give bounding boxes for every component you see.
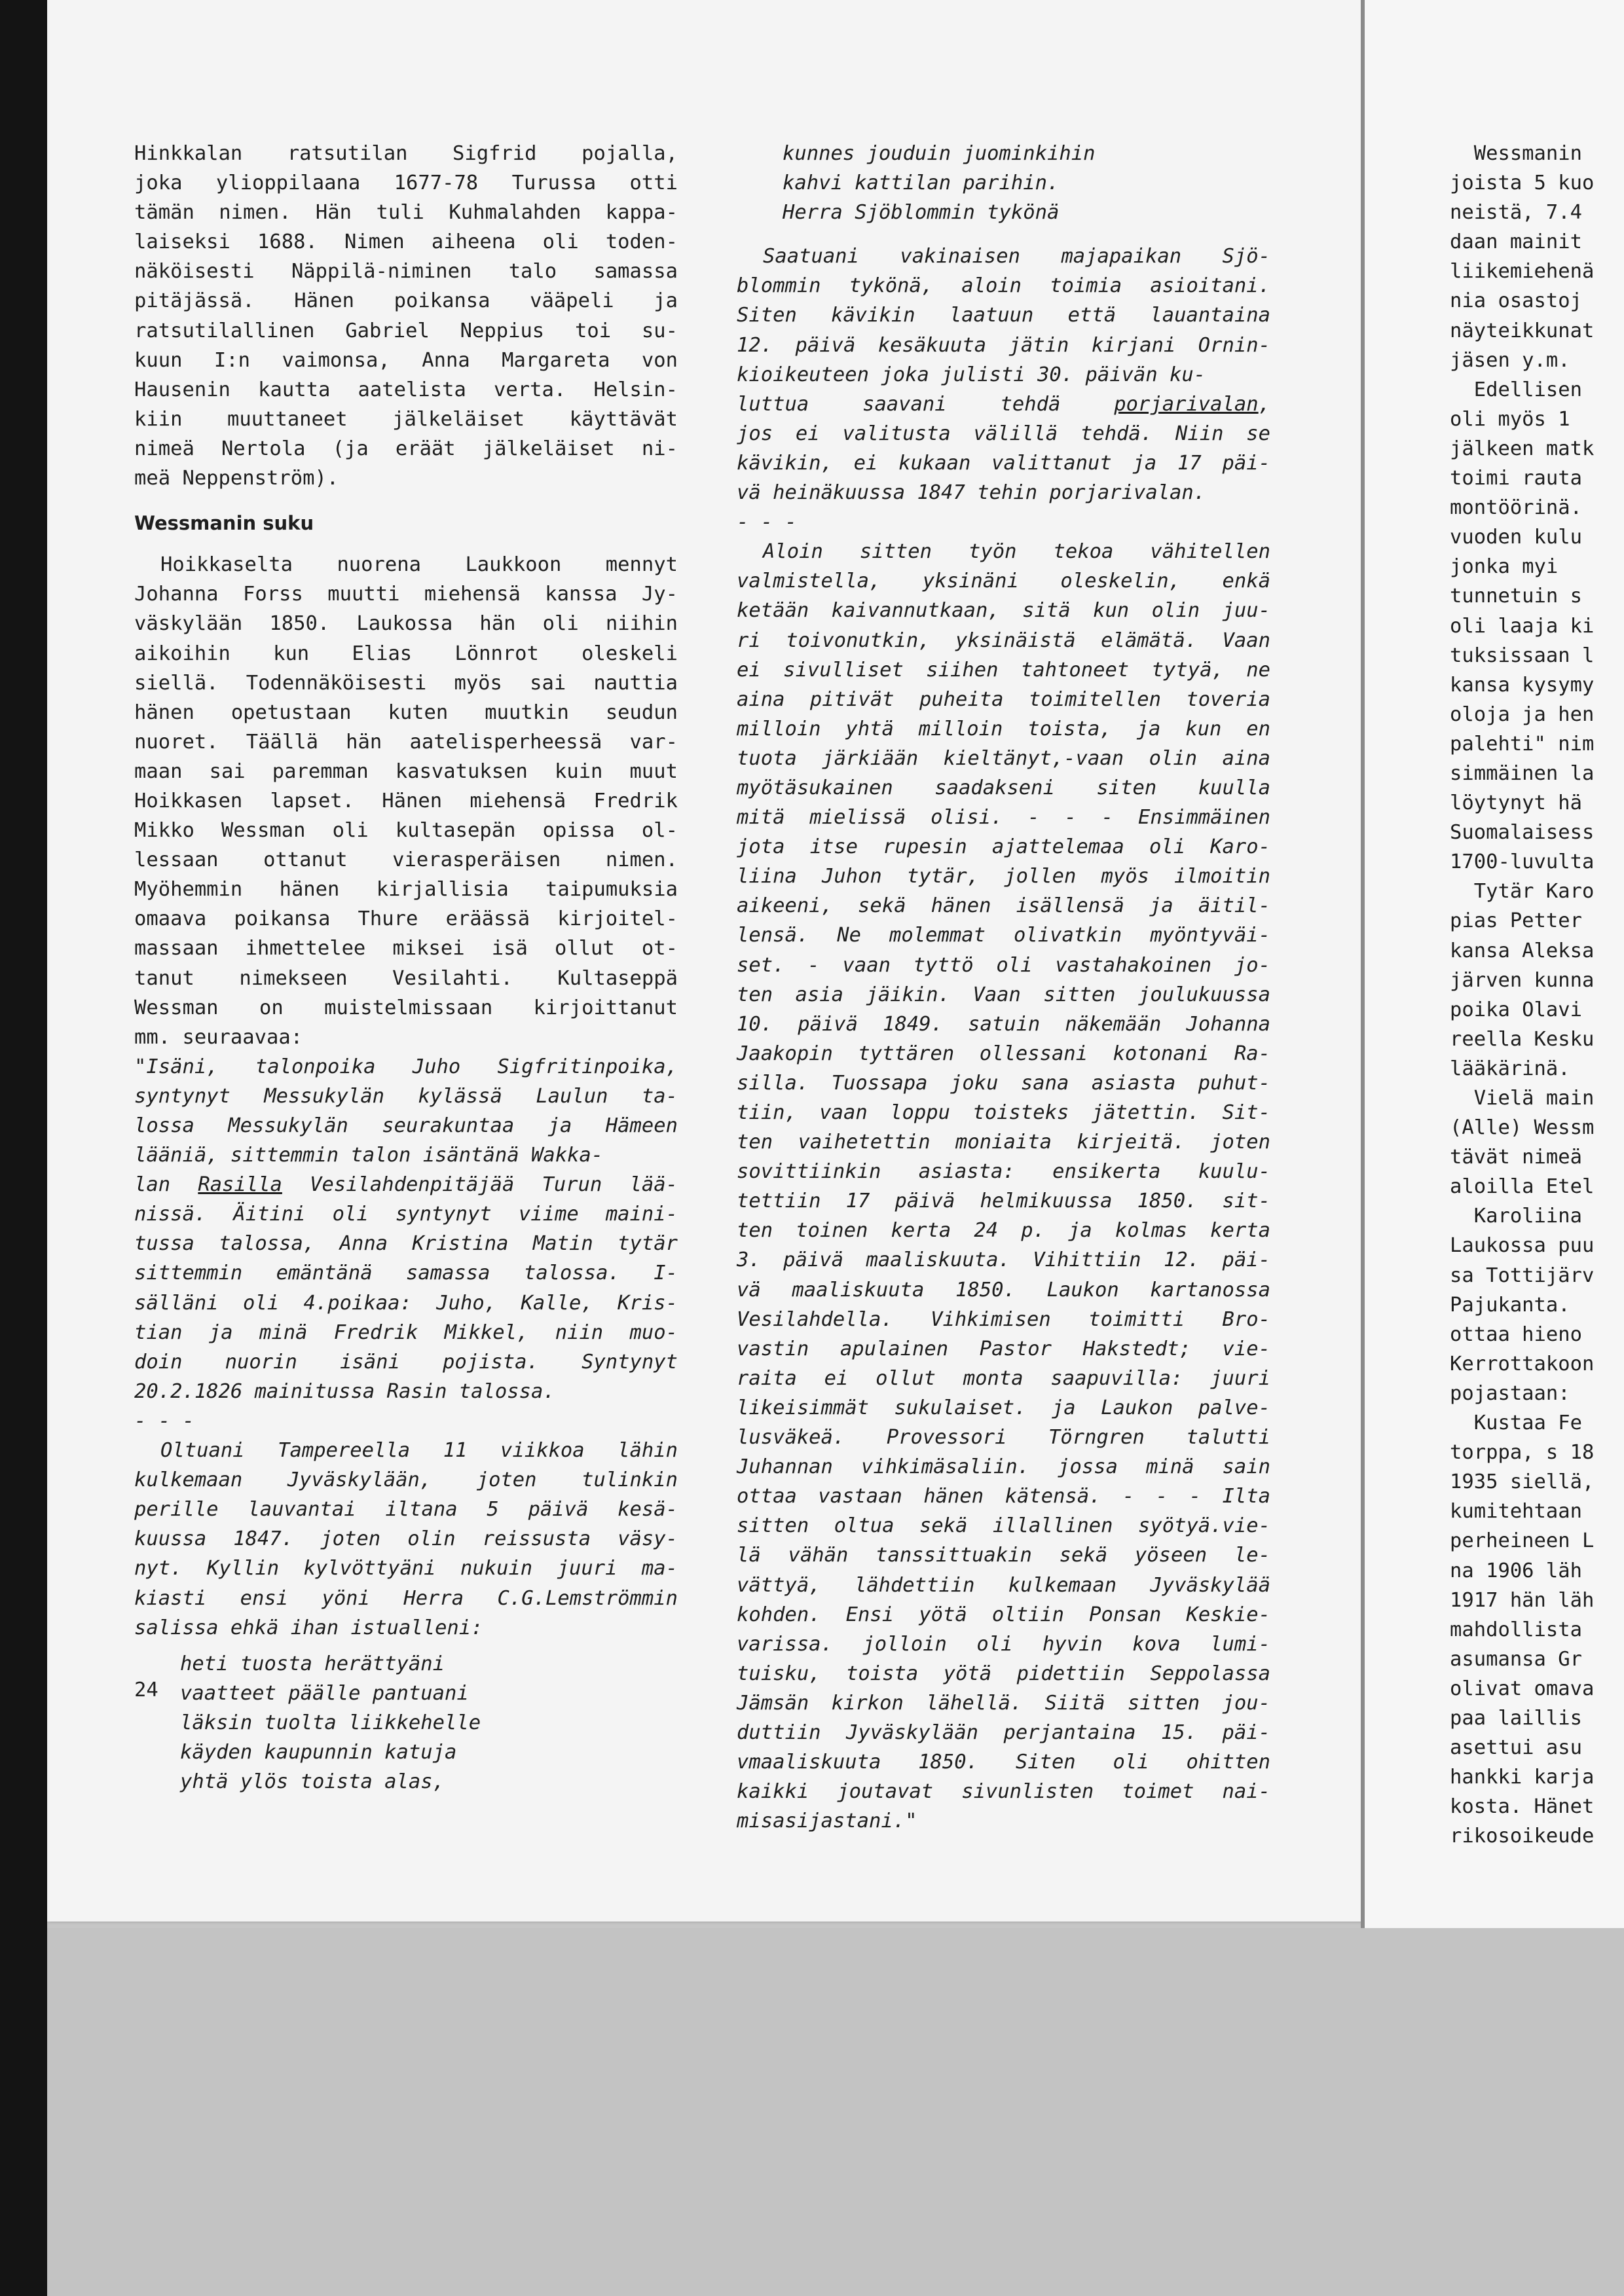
- para-line: 12. päivä kesäkuuta jätin kirjani Ornin-: [737, 333, 1270, 357]
- right-page-line: torppa, s 18: [1450, 1441, 1595, 1465]
- right-page-line: Kustaa Fe: [1450, 1412, 1582, 1435]
- verse-line: vaatteet päälle pantuani: [180, 1681, 469, 1705]
- para-line: tettiin 17 päivä helmikuussa 1850. sit-: [737, 1190, 1270, 1213]
- right-page-line: oloja ja hen: [1450, 702, 1595, 726]
- para-line: tuisku, toista yötä pidettiin Seppolassa: [737, 1662, 1270, 1685]
- verse-line: Herra Sjöblommin tykönä: [783, 201, 1060, 225]
- para-line: raita ei ollut monta saapuvilla: juuri: [737, 1366, 1270, 1390]
- travel-line: kulkemaan Jyväskylään, joten tulinkin: [134, 1468, 678, 1492]
- para-line: set. - vaan tyttö oli vastahakoinen jo-: [737, 953, 1270, 977]
- right-page-line: olivat omava: [1450, 1677, 1595, 1700]
- right-page-line: oli laaja ki: [1450, 614, 1595, 638]
- right-page-line: kosta. Hänet: [1450, 1795, 1595, 1819]
- intro-line: pitäjässä. Hänen poikansa vääpeli ja: [134, 289, 678, 313]
- travel-line: Oltuani Tampereella 11 viikkoa lähin: [160, 1439, 678, 1463]
- para-line: kaikki joutavat sivunlisten toimet nai-: [737, 1780, 1270, 1804]
- right-page-line: oli myös 1: [1450, 407, 1570, 431]
- para-line: 3. päivä maaliskuuta. Vihittiin 12. päi-: [737, 1248, 1270, 1272]
- para-line: [737, 390, 1270, 419]
- right-page-line: kansa Aleksa: [1450, 939, 1595, 962]
- para-line: Jaakopin tyttären ollessani kotonani Ra-: [737, 1042, 1270, 1065]
- para-line: lä vähän tanssittuakin sekä yöseen le-: [737, 1544, 1270, 1567]
- right-page-line: vuoden kulu: [1450, 526, 1582, 549]
- right-page-line: Edellisen: [1450, 378, 1582, 401]
- right-page-line: asettui asu: [1450, 1736, 1582, 1760]
- para-line: valmistella, yksinäni oleskelin, enkä: [737, 570, 1270, 593]
- para-line: mitä mielissä olisi. - - - Ensimmäinen: [737, 806, 1270, 829]
- intro-line: ratsutilallinen Gabriel Neppius toi su-: [134, 319, 678, 342]
- para-line: Jämsän kirkon lähellä. Siitä sitten jou-: [737, 1691, 1270, 1715]
- right-page-line: lääkärinä.: [1450, 1057, 1570, 1080]
- para-line: ri toivonutkin, yksinäistä elämätä. Vaan: [737, 629, 1270, 652]
- body-line: Johanna Forss muutti miehensä kanssa Jy-: [134, 583, 678, 606]
- right-page-line: neistä, 7.4: [1450, 201, 1582, 225]
- underlined-word: porjarivalan: [1114, 392, 1259, 416]
- body-line: Wessman on muistelmissaan kirjoittanut: [134, 996, 678, 1019]
- section-heading: Wessmanin suku: [134, 512, 314, 535]
- para-line: tuota järkiään kieltänyt,-vaan olin aina: [737, 746, 1270, 770]
- verse-line: kunnes jouduin juominkihin: [783, 142, 1096, 165]
- body-line: hänen opetustaan kuten muutkin seudun: [134, 701, 678, 724]
- right-page-line: rikosoikeude: [1450, 1825, 1595, 1848]
- body-line: lessaan ottanut vierasperäisen nimen.: [134, 848, 678, 872]
- intro-line: Hausenin kautta aatelista verta. Helsin-: [134, 378, 678, 401]
- para-line: Juhannan vihkimäsaliin. jossa minä sain: [737, 1455, 1270, 1479]
- intro-line: kiin muuttaneet jälkeläiset käyttävät: [134, 407, 678, 431]
- right-page-line: kansa kysymy: [1450, 673, 1595, 697]
- verse-line: kahvi kattilan parihin.: [783, 172, 1060, 195]
- para-line: ten toinen kerta 24 p. ja kolmas kerta: [737, 1219, 1270, 1243]
- quote-line: "Isäni, talonpoika Juho Sigfritinpoika,: [134, 1055, 678, 1078]
- body-line: omaava poikansa Thure eräässä kirjoitel-: [134, 907, 678, 931]
- body-line: aikoihin kun Elias Lönnrot oleskeli: [134, 642, 678, 665]
- para-line: 10. päivä 1849. satuin näkemään Johanna: [737, 1012, 1270, 1036]
- text-fragment: lan: [134, 1173, 198, 1197]
- body-line: siellä. Todennäköisesti myös sai nauttia: [134, 671, 678, 695]
- para-line: kioikeuteen joka julisti 30. päivän ku-: [737, 363, 1206, 386]
- quote-line: sälläni oli 4.poikaa: Juho, Kalle, Kris-: [134, 1291, 678, 1315]
- para-line: vmaaliskuuta 1850. Siten oli ohitten: [737, 1751, 1270, 1774]
- para-line: lensä. Ne molemmat olivatkin myöntyväi-: [737, 924, 1270, 947]
- text-fragment: luttua saavani tehdä: [737, 392, 1115, 416]
- para-line: kohden. Ensi yötä oltiin Ponsan Keskie-: [737, 1603, 1270, 1626]
- right-page-line: tävät nimeä: [1450, 1146, 1582, 1169]
- ellipsis: - - -: [134, 1409, 194, 1432]
- scan-background: [47, 1928, 1624, 2296]
- quote-line: lossa Messukylän seurakuntaa ja Hämeen: [134, 1114, 678, 1137]
- quote-line: [134, 1170, 678, 1199]
- text-fragment: Vesilahdenpitäjää Turun lää-: [282, 1173, 678, 1197]
- para-line: ei sivulliset siihen tahtoneet tytyä, ne: [737, 658, 1270, 682]
- para-line: ketään kaivannutkaan, sitä kun olin juu-: [737, 599, 1270, 623]
- right-page-line: Tytär Karo: [1450, 880, 1595, 903]
- right-page-line: (Alle) Wessm: [1450, 1116, 1595, 1140]
- body-line: massaan ihmettelee miksei isä ollut ot-: [134, 937, 678, 960]
- right-page-line: montöörinä.: [1450, 496, 1582, 520]
- para-line: vättyä, lähdettiin kulkemaan Jyväskylää: [737, 1573, 1270, 1597]
- right-page-line: simmäinen la: [1450, 761, 1595, 785]
- right-page-line: perheineen L: [1450, 1529, 1595, 1553]
- right-page-line: toimi rauta: [1450, 467, 1582, 490]
- para-line: sitten oltua sekä illallinen syötyä.vie-: [737, 1514, 1270, 1538]
- right-page-line: paa laillis: [1450, 1706, 1582, 1730]
- middle-column: [737, 139, 1270, 1836]
- right-page-line: näyteikkunat: [1450, 319, 1595, 342]
- para-line: Siten kävikin laatuun että lauantaina: [737, 304, 1270, 327]
- travel-line: kuussa 1847. joten olin reissusta väsy-: [134, 1527, 678, 1551]
- right-page-line: na 1906 läh: [1450, 1559, 1582, 1582]
- right-page-line: reella Kesku: [1450, 1027, 1595, 1051]
- body-line: mm. seuraavaa:: [134, 1025, 303, 1049]
- intro-line: nimeä Nertola (ja eräät jälkeläiset ni-: [134, 437, 678, 460]
- right-page-line: Karoliina: [1450, 1205, 1582, 1228]
- verse-line: yhtä ylös toista alas,: [180, 1770, 445, 1794]
- para-line: blommin tykönä, aloin toimia asioitani.: [737, 274, 1270, 298]
- right-page-line: järven kunna: [1450, 968, 1595, 992]
- right-page-line: tuksissaan l: [1450, 644, 1595, 667]
- quote-line: tian ja minä Fredrik Mikkel, niin muo-: [134, 1321, 678, 1344]
- para-line: jota itse rupesin ajattelemaa oli Karo-: [737, 835, 1270, 859]
- right-page-line: jälkeen matk: [1450, 437, 1595, 460]
- para-line: likeisimmät sukulaiset. ja Laukon palve-: [737, 1396, 1270, 1419]
- quote-line: nissä. Äitini oli syntynyt viime maini-: [134, 1203, 678, 1226]
- right-page-line: Kerrottakoon: [1450, 1352, 1595, 1376]
- right-page-line: hankki karja: [1450, 1766, 1595, 1789]
- para-line: misasijastani.": [737, 1810, 917, 1833]
- para-line: ten vaihetettin moniaita kirjeitä. joten: [737, 1131, 1270, 1154]
- intro-line: laiseksi 1688. Nimen aiheena oli toden-: [134, 230, 678, 254]
- travel-line: salissa ehkä ihan istualleni:: [134, 1616, 483, 1639]
- right-page-line: pojastaan:: [1450, 1381, 1570, 1405]
- right-page-text: [1450, 139, 1594, 1851]
- right-page-line: nia osastoj: [1450, 289, 1582, 313]
- scanner-black-edge: [0, 0, 47, 2296]
- body-line: tanut nimekseen Vesilahti. Kultaseppä: [134, 966, 678, 990]
- right-page-line: aloilla Etel: [1450, 1175, 1595, 1199]
- right-page-line: Wessmanin: [1450, 142, 1582, 165]
- para-line: tiin, vaan loppu toisteks jätettin. Sit-: [737, 1101, 1270, 1124]
- quote-line: tussa talossa, Anna Kristina Matin tytär: [134, 1232, 678, 1256]
- body-line: Myöhemmin hänen kirjallisia taipumuksia: [134, 878, 678, 902]
- body-line: väskylään 1850. Laukossa hän oli niihin: [134, 612, 678, 636]
- right-page-line: palehti" nim: [1450, 732, 1595, 756]
- right-page-line: jonka myi: [1450, 555, 1559, 579]
- right-page-line: sa Tottijärv: [1450, 1264, 1595, 1287]
- intro-line: kuun I:n vaimonsa, Anna Margareta von: [134, 348, 678, 372]
- para-line: lusväkeä. Provessori Törngren talutti: [737, 1426, 1270, 1449]
- spacer: [737, 227, 1270, 242]
- intro-line: tämän nimen. Hän tuli Kuhmalahden kappa-: [134, 201, 678, 225]
- right-page-line: kumitehtaan: [1450, 1500, 1582, 1523]
- intro-line: joka ylioppilaana 1677-78 Turussa otti: [134, 172, 678, 195]
- underlined-word: Rasilla: [198, 1173, 282, 1197]
- quote-line: lääniä, sittemmin talon isäntänä Wakka-: [134, 1144, 604, 1167]
- para-line: liina Juhon tytär, jollen myös ilmoitin: [737, 865, 1270, 888]
- para-line: vastin apulainen Pastor Hakstedt; vie-: [737, 1337, 1270, 1360]
- text-fragment: ,: [1258, 392, 1270, 416]
- para-line: vä heinäkuussa 1847 tehin porjarivalan.: [737, 481, 1206, 505]
- right-page-line: joista 5 kuo: [1450, 172, 1595, 195]
- right-page-line: pias Petter: [1450, 909, 1582, 933]
- para-line: Vesilahdella. Vihkimisen toimitti Bro-: [737, 1307, 1270, 1331]
- right-page-line: liikemiehenä: [1450, 260, 1595, 283]
- verse-block: [134, 1649, 678, 1796]
- verse-line: heti tuosta herättyäni: [180, 1652, 445, 1675]
- para-line: kävikin, ei kukaan valittanut ja 17 päi-: [737, 451, 1270, 475]
- body-line: Hoikkasen lapset. Hänen miehensä Fredrik: [134, 789, 678, 812]
- para-line: vä maaliskuuta 1850. Laukon kartanossa: [737, 1278, 1270, 1302]
- body-line: nuoret. Täällä hän aatelisperheessä var-: [134, 730, 678, 754]
- right-page-line: 1935 siellä,: [1450, 1470, 1595, 1494]
- right-page-line: 1917 hän läh: [1450, 1588, 1595, 1612]
- quote-line: doin nuorin isäni pojista. Syntynyt: [134, 1350, 678, 1374]
- verse-block: [737, 139, 1270, 227]
- right-page-line: poika Olavi: [1450, 998, 1582, 1021]
- right-page-line: Suomalaisess: [1450, 821, 1595, 845]
- para-line: ottaa vastaan hänen kätensä. - - - Ilta: [737, 1485, 1270, 1508]
- right-page-line: Pajukanta.: [1450, 1293, 1570, 1317]
- para-line: Aloin sitten työn tekoa vähitellen: [763, 540, 1270, 564]
- right-page-line: daan mainit: [1450, 230, 1582, 254]
- right-page-line: 1700-luvulta: [1450, 850, 1595, 874]
- para-line: jos ei valitusta välillä tehdä. Niin se: [737, 422, 1270, 445]
- right-page-line: Vielä main: [1450, 1087, 1595, 1110]
- right-page-line: Laukossa puu: [1450, 1234, 1595, 1258]
- para-line: Saatuani vakinaisen majapaikan Sjö-: [763, 245, 1270, 268]
- right-page-line: ottaa hieno: [1450, 1322, 1582, 1346]
- left-column: [134, 139, 678, 1796]
- para-line: myötäsukainen saadakseni siten kuulla: [737, 776, 1270, 799]
- quote-line: 20.2.1826 mainitussa Rasin talossa.: [134, 1379, 555, 1403]
- verse-line: läksin tuolta liikkehelle: [180, 1711, 481, 1734]
- travel-line: kiasti ensi yöni Herra C.G.Lemströmmin: [134, 1586, 678, 1610]
- para-line: duttiin Jyväskylään perjantaina 15. päi-: [737, 1721, 1270, 1744]
- ellipsis: - - -: [737, 511, 797, 534]
- intro-line: Hinkkalan ratsutilan Sigfrid pojalla,: [134, 142, 678, 165]
- verse-line: käyden kaupunnin katuja: [180, 1740, 457, 1764]
- intro-line: näköisesti Näppilä-niminen talo samassa: [134, 260, 678, 283]
- travel-line: perille lauvantai iltana 5 päivä kesä-: [134, 1498, 678, 1522]
- intro-line: meä Neppenström).: [134, 467, 339, 490]
- right-page-line: jäsen y.m.: [1450, 348, 1570, 372]
- right-page-line: mahdollista: [1450, 1618, 1582, 1641]
- body-line: Hoikkaselta nuorena Laukkoon mennyt: [160, 553, 678, 577]
- travel-line: nyt. Kyllin kylvöttyäni nukuin juuri ma-: [134, 1557, 678, 1580]
- right-page-line: löytynyt hä: [1450, 792, 1582, 815]
- body-line: maan sai paremman kasvatuksen kuin muut: [134, 759, 678, 783]
- para-line: aikeeni, sekä hänen isällensä ja äitil-: [737, 894, 1270, 918]
- page-number: 24: [134, 1679, 158, 1702]
- para-line: ten asia jäikin. Vaan sitten joulukuussa: [737, 983, 1270, 1006]
- para-line: varissa. jolloin oli hyvin kova lumi-: [737, 1632, 1270, 1656]
- body-line: Mikko Wessman oli kultasepän opissa ol-: [134, 819, 678, 843]
- para-line: sovittiinkin asiasta: ensikerta kuulu-: [737, 1160, 1270, 1184]
- para-line: milloin yhtä milloin toista, ja kun en: [737, 717, 1270, 740]
- right-page-line: asumansa Gr: [1450, 1647, 1582, 1671]
- quote-line: sittemmin emäntänä samassa talossa. I-: [134, 1262, 678, 1285]
- para-line: silla. Tuossapa joku sana asiasta puhut-: [737, 1071, 1270, 1095]
- right-page-line: tunnetuin s: [1450, 585, 1582, 608]
- quote-line: syntynyt Messukylän kylässä Laulun ta-: [134, 1084, 678, 1108]
- para-line: aina pitivät puheita toimitellen toveria: [737, 687, 1270, 711]
